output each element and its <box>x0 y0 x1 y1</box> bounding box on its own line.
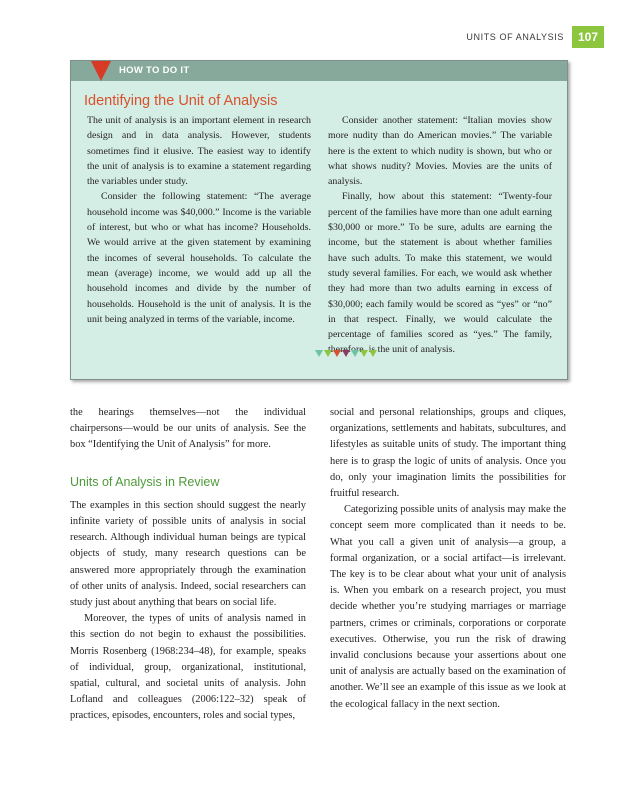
body-paragraph: The examples in this section should suggest the nearly infinite variety of possible units of analysis in social research. Although individual human beings are typical objects of study, many research questions can be answered more appropriately through the examination of other units of analysis. Indeed, social researchers can study just about anything that bears on social life. <box>70 499 306 609</box>
box-left-column <box>87 113 311 327</box>
page-number: 107 <box>572 26 604 48</box>
running-head: UNITS OF ANALYSIS <box>466 32 564 42</box>
triangle-ornament-icon <box>342 350 350 357</box>
box-title: Identifying the Unit of Analysis <box>84 93 278 109</box>
box-paragraph: Finally, how about this statement: “Twenty-four percent of the families have more than one adult earning $30,000 or more.” To be sure, adults are earning the income, but the statement is about whether families have such adults. To make this statement, we would study several families. For each, we would ask whether they had more than two adults earning in excess of $30,000; each family would be scored as “yes” or “no” in that respect. Finally, we would calculate the percentage of families scored as “yes.” The family, therefore, is the unit of analysis. <box>328 191 552 356</box>
body-paragraph: Categorizing possible units of analysis may make the concept seem more complicated than it needs to be. What you call a given unit of analysis—a group, a formal organization, or a social artifact—is irrelevant. The key is to be clear about what your unit of analysis is. When you embark on a research project, you must decide whether you’re studying marriages or marriage partners, crimes or criminals, corporations or corporate executives. Otherwise, you run the risk of drawing invalid conclusions because your assertions about one unit of analysis are actually based on the examination of another. We’ll see an example of this issue as we look at the ecological fallacy in the next section. <box>330 504 566 710</box>
triangle-ornament-icon <box>369 350 377 357</box>
main-left-column <box>70 405 306 725</box>
section-heading: Units of Analysis in Review <box>70 474 220 489</box>
box-paragraph: The unit of analysis is an important element in research design and in data analysis. However, students sometimes find it elusive. The easiest way to identify the unit of analysis is to examine a statement regarding the variables under study. <box>87 115 311 188</box>
red-triangle-icon <box>91 61 111 81</box>
body-paragraph: social and personal relationships, groups and cliques, organizations, settlements and habitats, subcultures, and lifestyles as suitable units of study. The important thing here is to grasp the logic of units of analysis. Once you do, only your imagination limits the possibilities for fruitful research. <box>330 407 566 500</box>
main-right-column <box>330 405 566 713</box>
box-band-label: HOW TO DO IT <box>119 65 190 76</box>
triangle-ornament-icon <box>324 350 332 357</box>
box-paragraph: Consider another statement: “Italian movies show more nudity than do American movies.” The variable here is the extent to which nudity is shown, but who or what shows nudity? Movies. Movies are the units of analysis. <box>328 115 552 188</box>
triangle-ornament-icon <box>351 350 359 357</box>
triangle-ornament-icon <box>360 350 368 357</box>
triangle-ornament-row <box>315 350 377 357</box>
triangle-ornament-icon <box>333 350 341 357</box>
body-paragraph: the hearings themselves—not the individual chairpersons—would be our units of analysis. See the box “Identifying the Unit of Analysis” for more. <box>70 407 306 451</box>
box-header-band <box>71 61 567 81</box>
box-right-column <box>328 113 552 358</box>
triangle-ornament-icon <box>315 350 323 357</box>
how-to-box <box>70 60 568 380</box>
box-paragraph: Consider the following statement: “The average household income was $40,000.” Income is the variable of interest, but who or what has income? Households. We would arrive at the given statement by examining the incomes of several households. To calculate the mean (average) income, we would add up all the household incomes and divide by the number of households. Household is the unit of analysis. It is the unit being analyzed in terms of the variable, income. <box>87 191 311 325</box>
body-paragraph: Moreover, the types of units of analysis named in this section do not begin to exhaust the possibilities. Morris Rosenberg (1968:234–48), for example, speaks of individual, group, organizational, institutional, spatial, cultural, and societal units of analysis. John Lofland and colleagues (2006:122–32) speak of practices, episodes, encounters, roles and social types, <box>70 613 306 722</box>
page-header <box>466 26 604 48</box>
